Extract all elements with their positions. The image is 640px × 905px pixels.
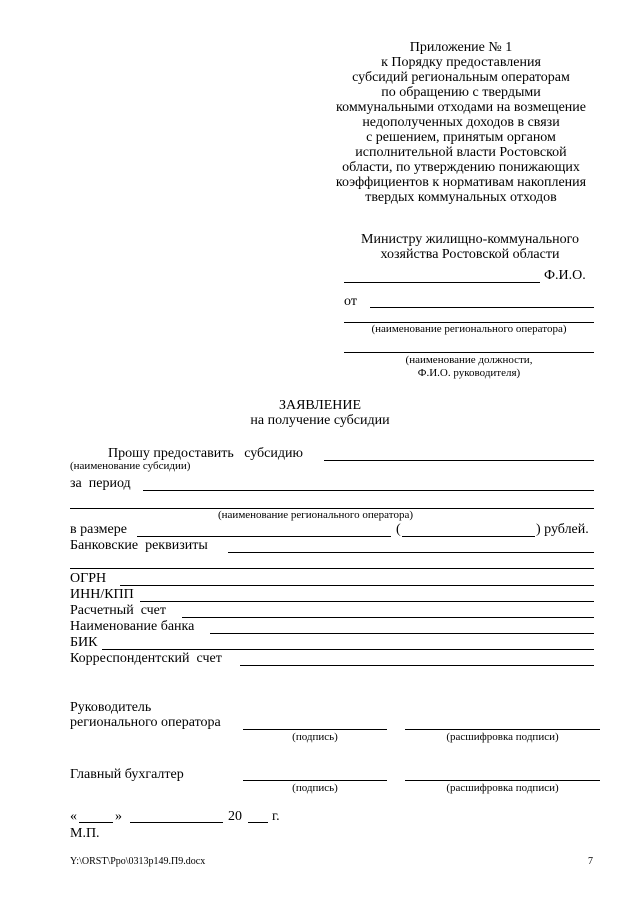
open-paren: ( [396, 522, 401, 537]
bik-line[interactable] [102, 649, 594, 650]
position-hint-line: (наименование должности, [405, 354, 533, 366]
accountant-decode-hint: (расшифровка подписи) [446, 782, 559, 794]
appendix-line: коммунальными отходами на возмещение [336, 100, 586, 115]
appendix-line: к Порядку предоставления [381, 55, 541, 70]
head-label-line: регионального оператора [70, 715, 221, 730]
page-number: 7 [588, 856, 593, 867]
head-label-line: Руководитель [70, 700, 152, 715]
fio-label: Ф.И.О. [544, 268, 586, 283]
appendix-line: Приложение № 1 [409, 40, 513, 55]
subsidy-name-line[interactable] [324, 460, 594, 461]
operator-name-hint: (наименование регионального оператора) [371, 323, 567, 335]
footer-file-path: Y:\ORST\Ppo\0313p149.П9.docx [70, 856, 206, 867]
addressee-line: Министру жилищно-коммунального [361, 232, 579, 247]
amount-label: в размере [70, 522, 127, 537]
inn-kpp-line[interactable] [140, 601, 594, 602]
appendix-line: твердых коммунальных отходов [365, 190, 557, 205]
ogrn-line[interactable] [120, 585, 594, 586]
bank-details-line-2[interactable] [70, 568, 594, 569]
accountant-signature-hint: (подпись) [292, 782, 338, 794]
addressee [335, 232, 605, 262]
position-line[interactable] [344, 352, 594, 353]
position-hint-line: Ф.И.О. руководителя) [417, 367, 521, 379]
date-year-suffix: г. [272, 809, 280, 824]
bank-name-line[interactable] [210, 633, 594, 634]
head-signature-line[interactable] [243, 729, 387, 730]
appendix-line: недополученных доходов в связи [362, 115, 560, 130]
ogrn-label: ОГРН [70, 571, 107, 586]
inn-kpp-label: ИНН/КПП [70, 587, 134, 602]
corr-account-line[interactable] [240, 665, 594, 666]
appendix-line: исполнительной власти Ростовской [355, 145, 567, 160]
document-subtitle: на получение субсидии [250, 413, 390, 428]
bik-label: БИК [70, 635, 98, 650]
date-year-prefix: 20 [228, 809, 242, 824]
addressee-line: хозяйства Ростовской области [380, 247, 560, 262]
accountant-signature-line[interactable] [243, 780, 387, 781]
bank-details-label: Банковские реквизиты [70, 538, 208, 553]
fio-line[interactable] [344, 282, 540, 283]
head-decode-line[interactable] [405, 729, 600, 730]
head-decode-hint: (расшифровка подписи) [446, 731, 559, 743]
date-year-line[interactable] [248, 822, 268, 823]
date-month-line[interactable] [130, 822, 223, 823]
stamp-label: М.П. [70, 826, 100, 841]
appendix-line: субсидий региональным операторам [352, 70, 570, 85]
head-label [70, 700, 221, 730]
date-close-quote: » [115, 809, 122, 824]
account-line[interactable] [182, 617, 594, 618]
accountant-label: Главный бухгалтер [70, 767, 184, 782]
rubles-label: ) рублей. [536, 522, 589, 537]
appendix-line: коэффициентов к нормативам накопления [335, 175, 587, 190]
head-signature-hint: (подпись) [292, 731, 338, 743]
appendix-line: по обращению с твердыми [381, 85, 541, 100]
period-label: за период [70, 476, 131, 491]
date-open-quote: « [70, 809, 77, 824]
subsidy-name-hint: (наименование субсидии) [70, 460, 191, 472]
request-text: Прошу предоставить субсидию [108, 446, 303, 461]
amount-words-line[interactable] [402, 536, 535, 537]
accountant-decode-line[interactable] [405, 780, 600, 781]
from-line[interactable] [370, 307, 594, 308]
period-line[interactable] [143, 490, 594, 491]
amount-line[interactable] [137, 536, 391, 537]
date-day-line[interactable] [79, 822, 113, 823]
operator-hint: (наименование регионального оператора) [218, 509, 413, 521]
position-hint [344, 354, 594, 380]
appendix-line: области, по утверждению понижающих [342, 160, 580, 175]
bank-details-line[interactable] [228, 552, 594, 553]
account-label: Расчетный счет [70, 603, 167, 618]
corr-account-label: Корреспондентский счет [70, 651, 222, 666]
appendix-line: с решением, принятым органом [366, 130, 556, 145]
bank-name-label: Наименование банка [70, 619, 195, 634]
from-label: от [344, 294, 357, 309]
appendix-header [320, 40, 602, 205]
document-title: ЗАЯВЛЕНИЕ [278, 398, 362, 413]
